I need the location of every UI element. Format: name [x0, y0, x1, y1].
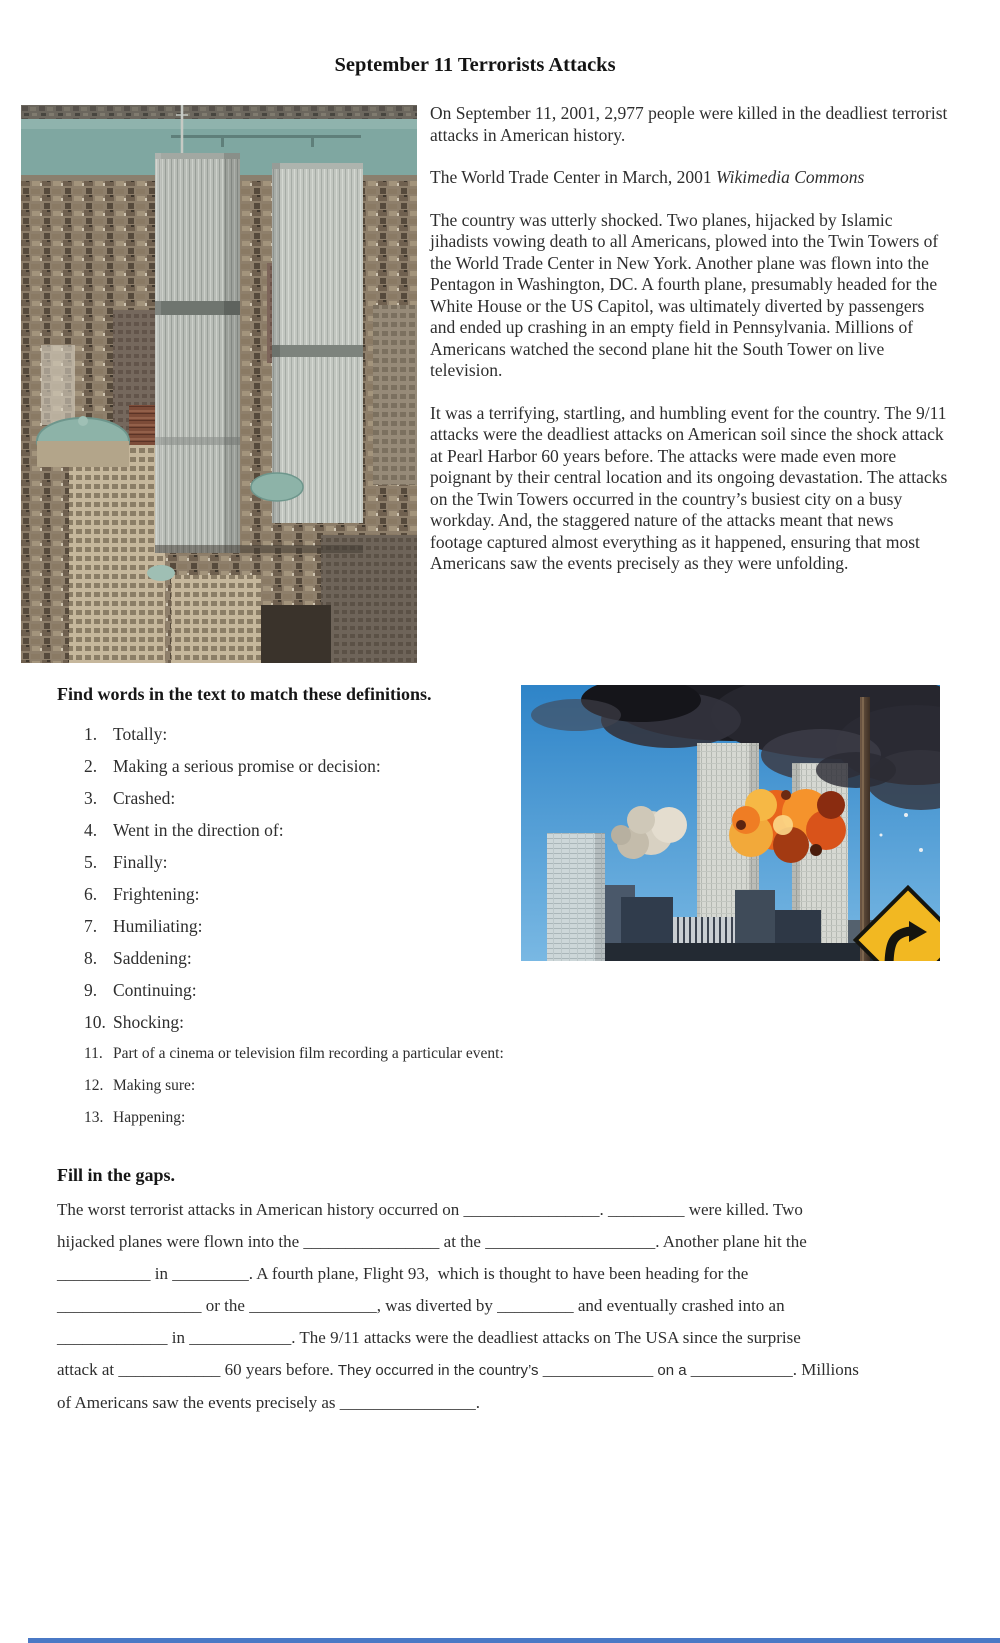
gap-blank: _________ [607, 1200, 685, 1219]
definition-number: 3. [84, 788, 98, 808]
definition-number: 1. [84, 724, 98, 744]
gap-blank: ________________ [339, 1393, 476, 1412]
body-paragraph-2: It was a terrifying, startling, and humbling event for the country. The 9/11 attacks were the deadliest attacks on American soil since the shock attack at Pearl Harbor 60 years before. The attacks were made even more poignant by their central location and its ongoing devastation. The attacks on the Twin Towers occurred in the country’s busiest city on a busy workday. And, the staggered nature of the attacks meant that news footage captured almost everything as it happened, ensuring that most Americans saw the events precisely as they were unfolding. [430, 402, 948, 573]
caption-plain: The World Trade Center in March, 2001 [430, 167, 716, 187]
definition-number: 4. [84, 820, 98, 840]
gap-blank: ___________ [57, 1264, 151, 1283]
page-title: September 11 Terrorists Attacks [334, 54, 616, 76]
gap-text: attack at [57, 1360, 119, 1379]
definition-text: Totally: [113, 724, 168, 744]
gap-text: , was diverted by [376, 1296, 498, 1315]
definition-number: 11. [84, 1045, 103, 1062]
definitions-heading: Find words in the text to match these definitions. [57, 684, 432, 704]
gap-text: They occurred in the country’s [337, 1362, 543, 1379]
gap-blank: ________________ [303, 1232, 440, 1251]
definition-text: Making a serious promise or decision: [113, 756, 381, 776]
gap-text: of Americans saw the events precisely as [57, 1393, 340, 1412]
definition-text: Humiliating: [113, 916, 203, 936]
definition-item [84, 981, 704, 999]
gap-text: . A fourth plane, Flight 93, which is thought to have been heading for the [248, 1264, 749, 1283]
gap-text: . Millions [792, 1360, 859, 1379]
definition-number: 12. [84, 1077, 104, 1094]
definition-item [84, 1077, 704, 1095]
definition-number: 6. [84, 884, 98, 904]
gap-blank: ____________________ [485, 1232, 656, 1251]
article-text-column [430, 103, 950, 596]
definition-item [84, 1045, 704, 1063]
gap-text: hijacked planes were flown into the [57, 1232, 304, 1251]
gap-text: . Another plane hit the [655, 1232, 807, 1251]
wtc-attack-photo-art [521, 685, 940, 961]
definition-text: Frightening: [113, 884, 200, 904]
gap-blank: _____________ [542, 1360, 654, 1379]
definition-number: 5. [84, 852, 98, 872]
photo-caption [430, 167, 950, 189]
definition-number: 9. [84, 980, 98, 1000]
gap-text: in [150, 1264, 173, 1283]
gap-blank: ________________ [463, 1200, 600, 1219]
caption-credit: Wikimedia Commons [716, 167, 865, 187]
wtc-attack-photo [521, 685, 940, 961]
definition-text: Crashed: [113, 788, 176, 808]
intro-paragraph: On September 11, 2001, 2,977 people were killed in the deadliest terrorist attacks in American history. [430, 103, 948, 145]
gap-text: or the [201, 1296, 250, 1315]
definition-text: Continuing: [113, 980, 197, 1000]
definition-text: Saddening: [113, 948, 192, 968]
body-paragraph-1: The country was utterly shocked. Two planes, hijacked by Islamic jihadists vowing death to all Americans, plowed into the Twin Towers of the World Trade Center in New York. Another plane was flown into the Pentagon in Washington, DC. A fourth plane, presumably headed for the White House or the US Capitol, was ultimately diverted by passengers and ended up crashing in an empty field in Pennsylvania. Millions of Americans watched the second plane hit the South Tower on live television. [430, 209, 939, 380]
gap-text: . The 9/11 attacks were the deadliest attacks on The USA since the surprise [291, 1328, 801, 1347]
gap-text: at the [439, 1232, 486, 1251]
definition-text: Finally: [113, 852, 168, 872]
definition-text: Making sure: [113, 1077, 196, 1094]
definition-text: Went in the direction of: [113, 820, 284, 840]
gap-text: were killed. Two [684, 1200, 803, 1219]
definition-text: Shocking: [113, 1012, 184, 1032]
definition-number: 7. [84, 916, 98, 936]
definition-number: 13. [84, 1109, 104, 1126]
gap-blank: _____________ [57, 1328, 168, 1347]
gap-text: . [475, 1393, 481, 1412]
definition-number: 2. [84, 756, 98, 776]
gap-blank: _________________ [57, 1296, 202, 1315]
gap-text: on a [653, 1362, 691, 1379]
gap-text: and eventually crashed into an [573, 1296, 785, 1315]
gap-blank: _________ [172, 1264, 249, 1283]
gap-text: The worst terrorist attacks in American history occurred on [57, 1200, 464, 1219]
gaps-heading: Fill in the gaps. [57, 1165, 176, 1185]
gap-text: in [167, 1328, 190, 1347]
gap-blank: ____________ [690, 1360, 793, 1379]
bottom-accent-bar [28, 1638, 1000, 1643]
definition-number: 8. [84, 948, 98, 968]
gap-blank: ____________ [189, 1328, 292, 1347]
definition-item [84, 1109, 704, 1127]
definition-text: Part of a cinema or television film recording a particular event: [113, 1045, 504, 1062]
gap-blank: ____________ [118, 1360, 221, 1379]
definition-text: Happening: [113, 1109, 186, 1126]
gap-blank: _________ [497, 1296, 574, 1315]
wtc-aerial-photo [21, 105, 417, 663]
gap-paragraph [57, 1194, 969, 1419]
gap-text: . [599, 1200, 608, 1219]
gap-blank: _______________ [249, 1296, 377, 1315]
definition-number: 10. [84, 1012, 106, 1032]
gap-text: 60 years before. [220, 1360, 338, 1379]
definition-item [84, 1013, 704, 1031]
wtc-aerial-photo-art [21, 105, 417, 663]
